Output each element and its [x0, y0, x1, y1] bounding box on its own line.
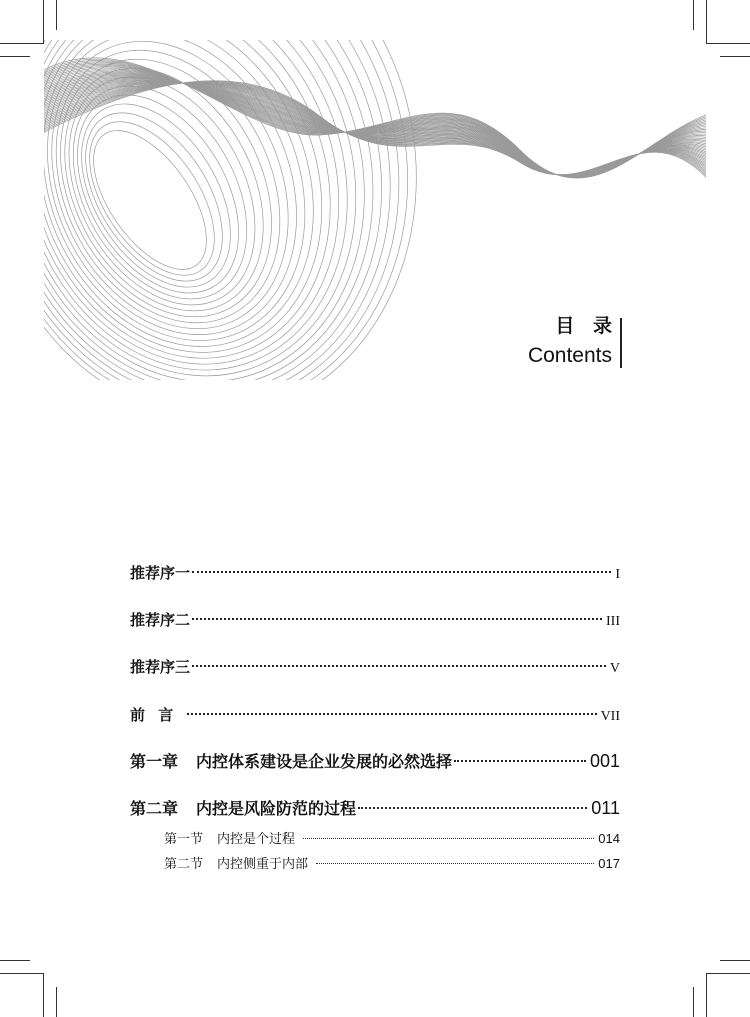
dot-leader: [192, 665, 606, 667]
toc-entry-page: III: [606, 614, 620, 629]
wave-ellipse: [0, 0, 397, 400]
toc-entry-preface-2[interactable]: [130, 609, 620, 630]
toc-chapter-title: 内控体系建设是企业发展的必然选择: [196, 752, 453, 771]
toc-section-title: 内控是个过程: [217, 832, 296, 847]
toc-entry-label: 前 言: [130, 706, 178, 724]
wave-ellipse: [0, 0, 371, 395]
wave-ellipse: [0, 0, 413, 400]
toc-entry-section-1[interactable]: [164, 828, 620, 847]
dot-leader: [192, 618, 602, 620]
heading-divider: [620, 318, 622, 368]
wave-ellipse: [0, 0, 362, 388]
toc-section-number: 第一节: [164, 832, 204, 847]
toc-section-number: 第二节: [164, 857, 204, 872]
toc-section-title: 内控侧重于内部: [217, 857, 309, 872]
toc-entry-page: VII: [600, 709, 620, 724]
dot-leader: [303, 838, 594, 839]
wave-ellipse: [58, 89, 251, 305]
dot-leader: [454, 760, 586, 762]
toc-entry-page: I: [615, 567, 620, 582]
dot-leader: [316, 863, 594, 864]
toc-entry-chapter-1[interactable]: [130, 749, 620, 772]
decorative-wave-graphic: [0, 0, 750, 400]
wave-ellipse: [0, 0, 443, 400]
toc-entry-preface-3[interactable]: [130, 656, 620, 677]
dot-leader: [192, 571, 611, 573]
toc-chapter-title: 内控是风险防范的过程: [196, 799, 357, 818]
contents-heading: [527, 312, 618, 372]
wave-ellipse: [64, 100, 239, 297]
wave-ellipse: [0, 0, 436, 400]
heading-english: Contents: [527, 344, 612, 367]
toc-entry-page: 011: [591, 798, 620, 818]
toc-entry-label: 推荐序二: [130, 611, 191, 629]
toc-chapter-number: 第二章: [130, 799, 179, 818]
toc-entry-page: 001: [589, 751, 620, 771]
toc-chapter-number: 第一章: [130, 752, 179, 771]
toc-entry-preface-1[interactable]: [130, 562, 620, 583]
heading-chinese: 目 录: [555, 315, 618, 337]
toc-entry-label: 推荐序三: [130, 658, 191, 676]
dot-leader: [358, 807, 587, 809]
toc-entry-label: 推荐序一: [130, 564, 191, 582]
wave-ellipse: [51, 78, 262, 314]
dot-leader: [187, 713, 596, 715]
toc-entry-page: V: [609, 661, 620, 676]
toc-entry-page: 017: [598, 856, 620, 871]
wave-ellipse: [0, 0, 352, 381]
toc-entry-foreword[interactable]: [130, 704, 620, 725]
toc-entry-page: 014: [598, 831, 620, 846]
toc-entry-chapter-2[interactable]: [130, 796, 620, 819]
toc-entry-section-2[interactable]: [164, 853, 620, 872]
